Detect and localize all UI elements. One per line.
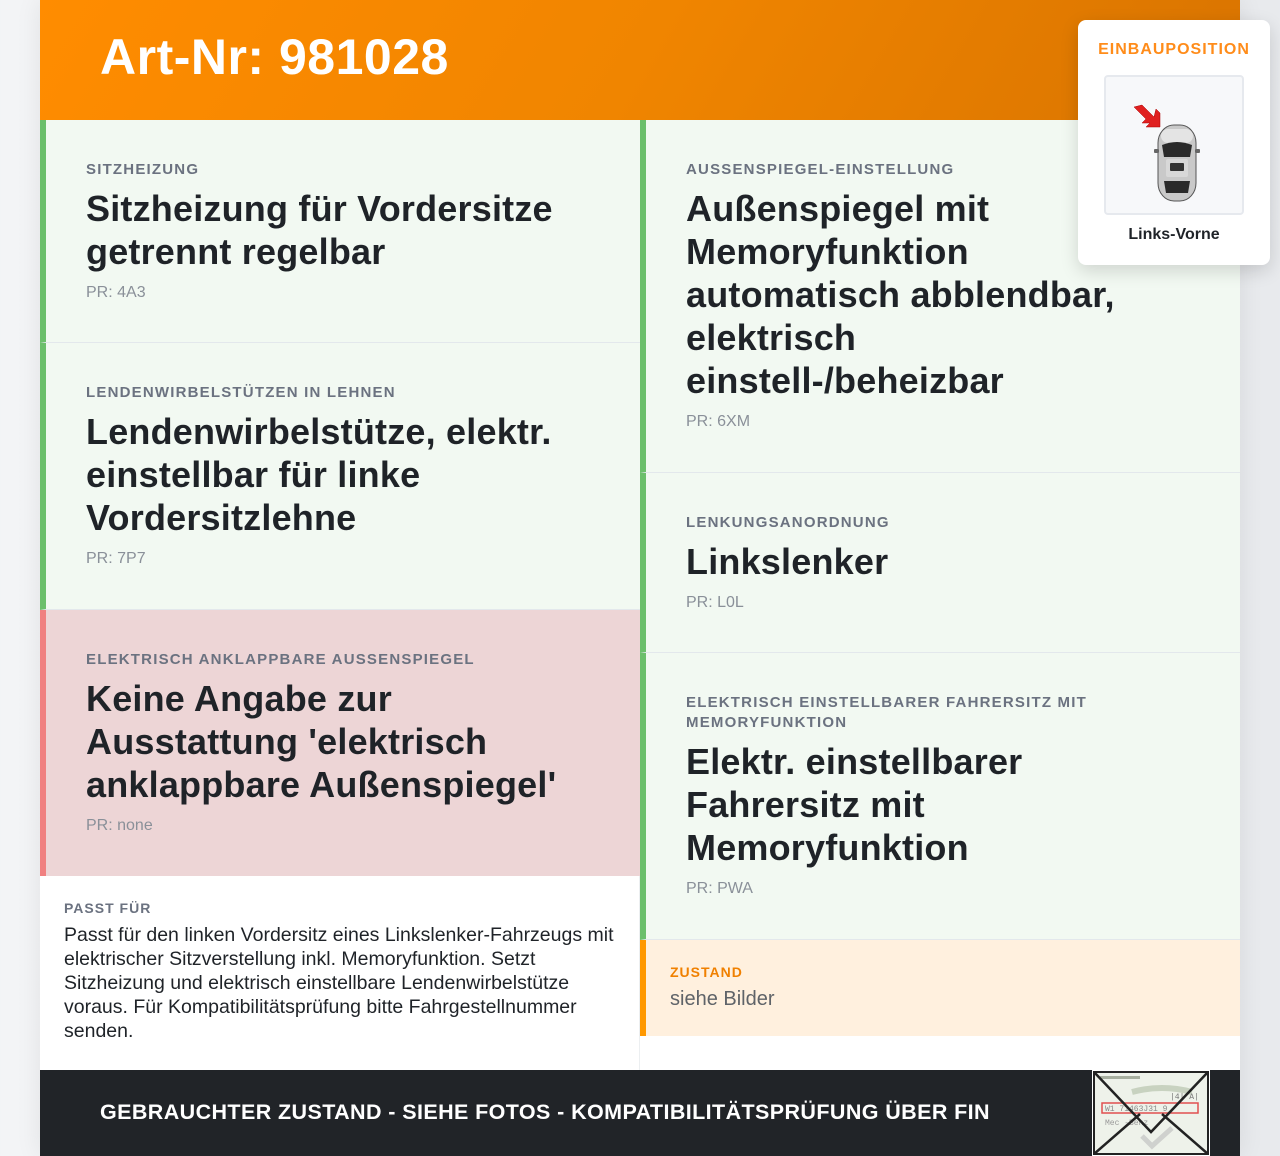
svg-text:Mec -Benz: Mec -Benz <box>1105 1119 1149 1128</box>
feature-value: Keine Angabe zur Ausstattung 'elektrisch anklappbare Außenspiegel' <box>86 678 557 805</box>
feature-card-lendenwirbelstuetze <box>40 343 640 610</box>
header-banner <box>40 0 1240 120</box>
condition-label: ZUSTAND <box>670 964 743 980</box>
pr-code: PR: 6XM <box>686 413 751 430</box>
feature-card-sitzheizung <box>40 120 640 343</box>
installation-position-card <box>1078 20 1270 265</box>
car-top-view-icon <box>1104 75 1244 215</box>
compatibility-section <box>40 876 640 1070</box>
pr-code: PR: none <box>86 817 153 834</box>
pr-code: PR: L0L <box>686 594 744 611</box>
feature-value: Linkslenker <box>686 541 889 582</box>
feature-value: Sitzheizung für Vordersitze getrennt regelbar <box>86 188 553 272</box>
pr-code: PR: 4A3 <box>86 284 146 301</box>
arrow-icon <box>1134 105 1160 127</box>
feature-value: Elektr. einstellbarer Fahrersitz mit Memoryfunktion <box>686 741 1023 868</box>
compatibility-label: PASST FÜR <box>64 900 152 916</box>
footer-banner <box>40 1070 1240 1156</box>
installation-position-title: EINBAUPOSITION <box>1098 41 1250 58</box>
fin-envelope-icon <box>1092 1070 1210 1156</box>
installation-position-value: Links-Vorne <box>1128 226 1220 243</box>
svg-text:W1 71463J31 9: W1 71463J31 9 <box>1105 1105 1168 1114</box>
footer-text: GEBRAUCHTER ZUSTAND - SIEHE FOTOS - KOMPATIBILITÄTSPRÜFUNG ÜBER FIN <box>100 1100 990 1124</box>
feature-label: ELEKTRISCH EINSTELLBARER FAHRERSITZ MIT MEMORYFUNKTION <box>686 694 1087 731</box>
listing-page <box>40 0 1250 1156</box>
article-number-title: Art-Nr: 981028 <box>100 29 449 85</box>
condition-value: siehe Bilder <box>670 988 775 1010</box>
pr-code: PR: 7P7 <box>86 550 146 567</box>
condition-section <box>640 940 1240 1036</box>
feature-label: ELEKTRISCH ANKLAPPBARE AUSSENSPIEGEL <box>86 651 475 668</box>
feature-value: Außenspiegel mit Memoryfunktion automatisch abblendbar, elektrisch einstell-/beheizbar <box>686 188 1115 401</box>
feature-card-aussenspiegel-anklappbar <box>40 610 640 877</box>
feature-card-fahrersitz-memory <box>640 653 1240 940</box>
pr-code: PR: PWA <box>686 880 753 897</box>
feature-label: SITZHEIZUNG <box>86 161 200 178</box>
feature-label: AUSSENSPIEGEL-EINSTELLUNG <box>686 161 955 178</box>
feature-value: Lendenwirbelstütze, elektr. einstellbar für linke Vordersitzlehne <box>86 411 552 538</box>
feature-label: LENKUNGSANORDNUNG <box>686 514 890 531</box>
feature-label: LENDENWIRBELSTÜTZEN IN LEHNEN <box>86 384 396 401</box>
compatibility-text: Passt für den linken Vordersitz eines Linkslenker-Fahrzeugs mit elektrischer Sitzverstellung inkl. Memoryfunktion. Setzt Sitzheizung und elektrisch einstellbare Lendenwirbelstütze voraus. Für Kompatibilitätsprüfung bitte Fahrgestellnummer senden. <box>64 924 614 1042</box>
svg-text:|4| A|: |4| A| <box>1170 1093 1199 1102</box>
feature-card-lenkungsanordnung <box>640 473 1240 653</box>
